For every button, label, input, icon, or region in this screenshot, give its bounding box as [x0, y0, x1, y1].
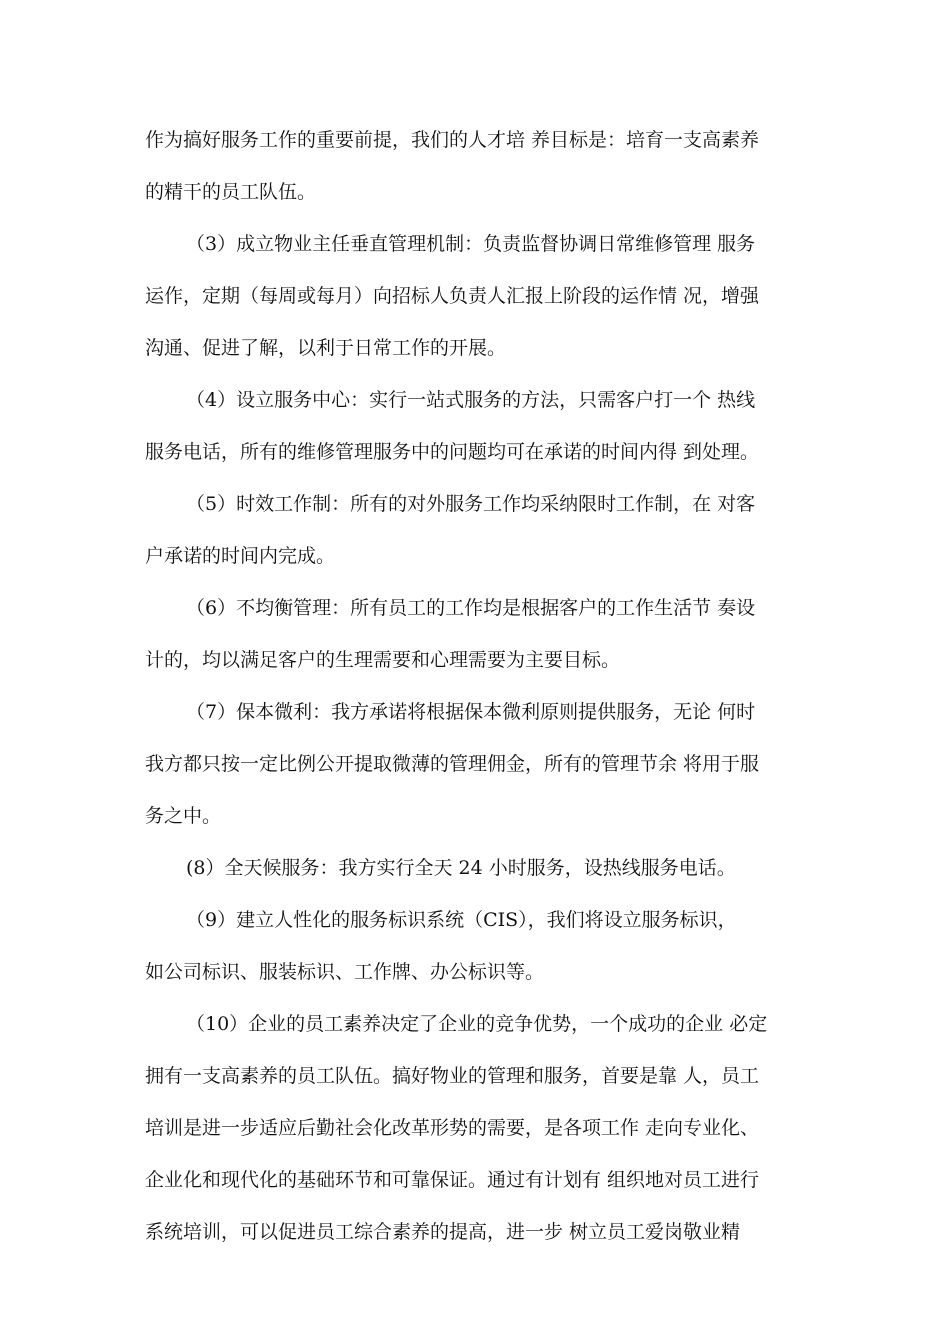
text-line: 户承诺的时间内完成。	[145, 545, 336, 567]
text-line: 务之中。	[145, 805, 222, 827]
text-line: 系统培训，可以促进员工综合素养的提高，进一步 树立员工爱岗敬业精	[145, 1221, 741, 1243]
text-line: 如公司标识、服装标识、工作牌、办公标识等。	[145, 961, 545, 983]
text-line: 培训是进一步适应后勤社会化改革形势的需要，是各项工作 走向专业化、	[145, 1117, 760, 1139]
text-line: 拥有一支高素养的员工队伍。搞好物业的管理和服务，首要是靠 人，员工	[145, 1065, 760, 1087]
text-line: 我方都只按一定比例公开提取微薄的管理佣金，所有的管理节余 将用于服	[145, 753, 760, 775]
text-line: 服务电话，所有的维修管理服务中的问题均可在承诺的时间内得 到处理。	[145, 441, 760, 463]
text-line: 沟通、促进了解，以利于日常工作的开展。	[145, 337, 507, 359]
text-line: 的精干的员工队伍。	[145, 181, 317, 203]
text-line: 作为搞好服务工作的重要前提，我们的人才培 养目标是：培育一支高素养	[145, 129, 760, 151]
text-line: 运作，定期（每周或每月）向招标人负责人汇报上阶段的运作情 况，增强	[145, 285, 760, 307]
paragraph-10-line: （10）企业的员工素养决定了企业的竞争优势，一个成功的企业 必定	[186, 1013, 768, 1035]
paragraph-6-line: （6）不均衡管理：所有员工的工作均是根据客户的工作生活节 奏设	[186, 597, 756, 619]
paragraph-4-line: （4）设立服务中心：实行一站式服务的方法，只需客户打一个 热线	[186, 389, 756, 411]
paragraph-5-line: （5）时效工作制：所有的对外服务工作均采纳限时工作制，在 对客	[186, 493, 756, 515]
text-line: 计的，均以满足客户的生理需要和心理需要为主要目标。	[145, 649, 621, 671]
paragraph-9-line: （9）建立人性化的服务标识系统（CIS），我们将设立服务标识，	[186, 909, 737, 931]
text-line: 企业化和现代化的基础环节和可靠保证。通过有计划有 组织地对员工进行	[145, 1169, 760, 1191]
paragraph-3-line: （3）成立物业主任垂直管理机制：负责监督协调日常维修管理 服务	[186, 233, 756, 255]
paragraph-7-line: （7）保本微利：我方承诺将根据保本微利原则提供服务，无论 何时	[186, 701, 756, 723]
paragraph-8-line: (8）全天候服务：我方实行全天 24 小时服务，设热线服务电话。	[186, 857, 736, 879]
